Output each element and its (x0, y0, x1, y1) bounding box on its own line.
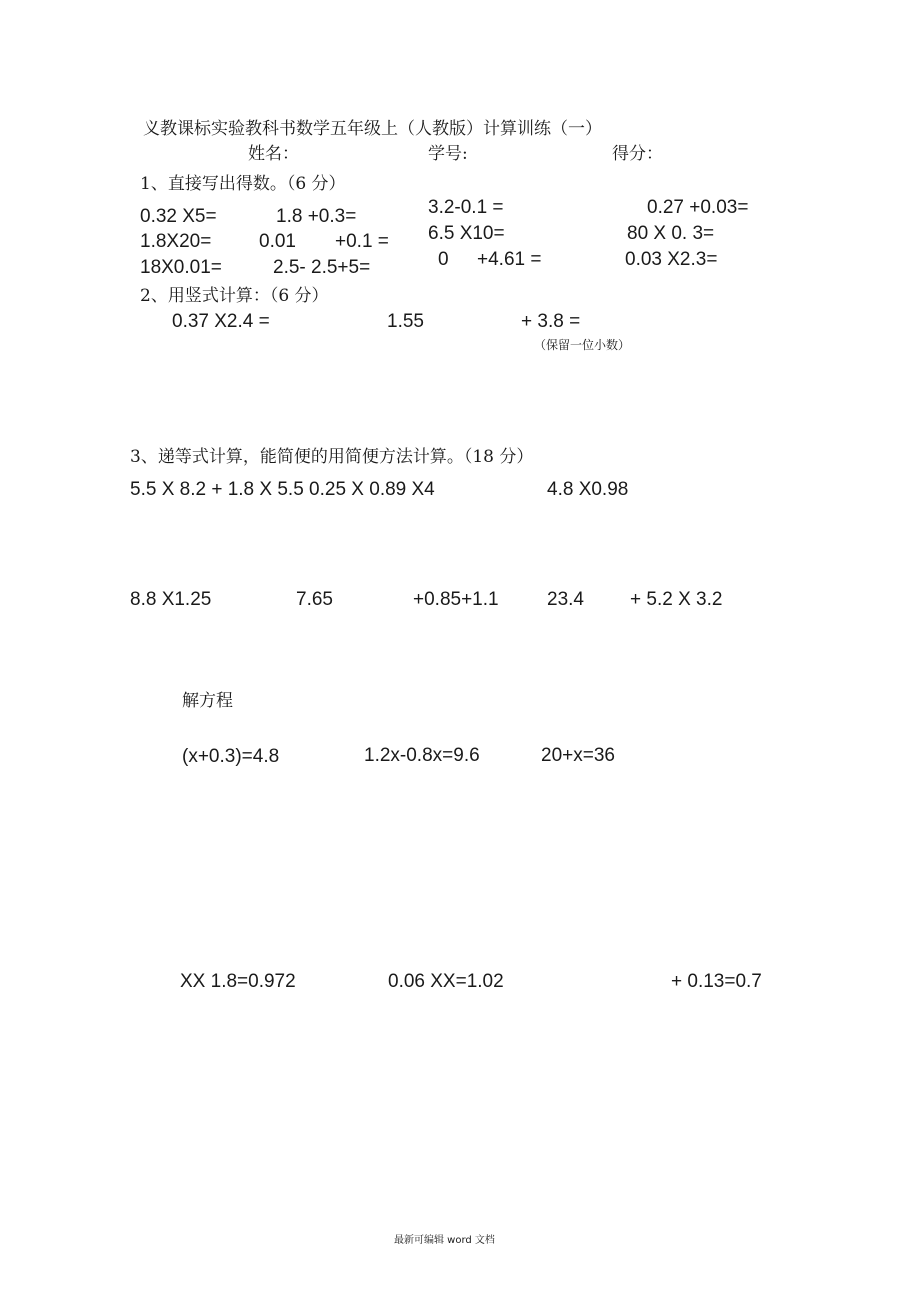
problem: 23.4 (547, 589, 584, 610)
equation: XX 1.8=0.972 (180, 971, 296, 992)
problem: + 3.8 = (521, 311, 581, 332)
section2-heading: 2、用竖式计算：（6 分） (140, 286, 329, 306)
section3-heading: 3、递等式计算，能简便的用简便方法计算。（18 分） (130, 447, 534, 467)
problem: 0.03 X2.3= (625, 249, 718, 270)
student-id-label: 学号: (428, 144, 468, 164)
problem: 0.37 X2.4 = (172, 311, 270, 332)
problem: 5.5 X 8.2 + 1.8 X 5.5 0.25 X 0.89 X4 (130, 479, 435, 500)
footer-text: 最新可编辑 word 文档 (394, 1235, 495, 1246)
problem: 1.55 (387, 311, 424, 332)
problem: 3.2-0.1 = (428, 197, 504, 218)
section4-heading: 解方程 (182, 691, 233, 711)
problem: 0.27 +0.03= (647, 197, 749, 218)
problem: 0.32 X5= (140, 206, 217, 227)
equation: + 0.13=0.7 (671, 971, 762, 992)
section1-heading: 1、直接写出得数。（6 分） (140, 174, 346, 194)
equation: 1.2x-0.8x=9.6 (364, 745, 480, 766)
equation: 20+x=36 (541, 745, 615, 766)
problem: 2.5- 2.5+5= (273, 257, 371, 278)
problem: 8.8 X1.25 (130, 589, 212, 610)
problem: 7.65 (296, 589, 333, 610)
problem: 18X0.01= (140, 257, 222, 278)
equation: 0.06 XX=1.02 (388, 971, 504, 992)
problem: 6.5 X10= (428, 223, 505, 244)
problem: 1.8X20= (140, 231, 212, 252)
problem: 1.8 +0.3= (276, 206, 357, 227)
problem: +0.1 = (335, 231, 389, 252)
problem: + 5.2 X 3.2 (630, 589, 723, 610)
equation: (x+0.3)=4.8 (182, 746, 280, 767)
problem: +4.61 = (477, 249, 542, 270)
problem: 4.8 X0.98 (547, 479, 629, 500)
problem: +0.85+1.1 (413, 589, 499, 610)
worksheet-title: 义教课标实验教科书数学五年级上（人教版）计算训练（一） (143, 119, 602, 139)
problem: 0.01 (259, 231, 296, 252)
score-label: 得分： (612, 144, 663, 164)
problem: 80 X 0. 3= (627, 223, 715, 244)
name-label: 姓名： (248, 144, 299, 164)
rounding-note: （保留一位小数） (534, 338, 631, 352)
problem: 0 (438, 249, 449, 270)
